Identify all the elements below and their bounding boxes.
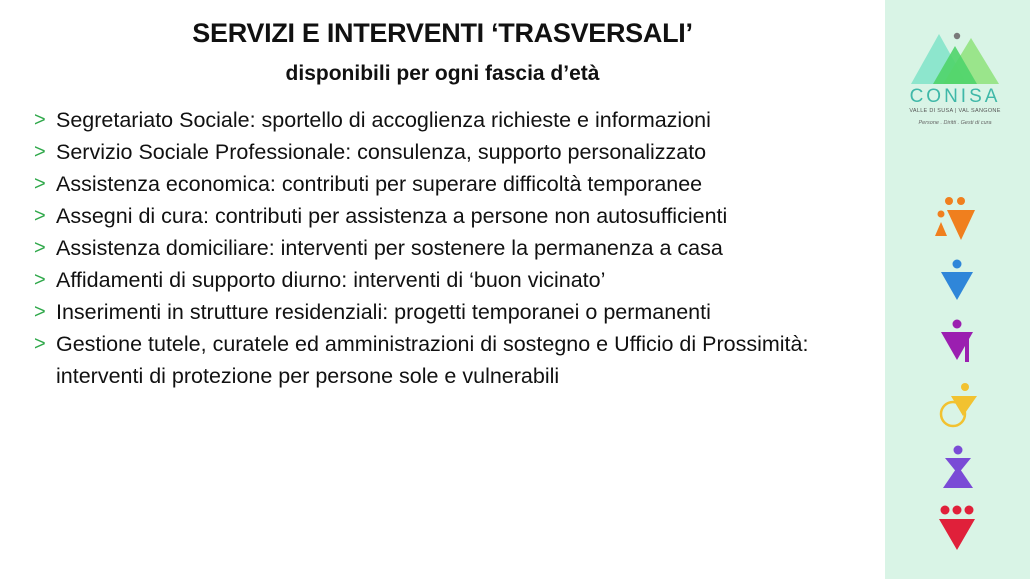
bullet-chevron: > xyxy=(34,269,46,291)
list-item xyxy=(34,104,874,136)
list-item xyxy=(34,296,874,328)
bullet-chevron: > xyxy=(34,173,46,195)
bullet-chevron: > xyxy=(34,333,46,355)
sidebar xyxy=(885,0,1030,579)
service-text: Assistenza economica: contributi per superare difficoltà temporanee xyxy=(56,172,703,196)
adult-icon xyxy=(939,258,975,302)
page-subtitle: disponibili per ogni fascia d’età xyxy=(285,62,600,85)
service-text: Assistenza domiciliare: interventi per sostenere la permanenza a casa xyxy=(56,236,723,260)
conisa-logo xyxy=(905,28,1005,126)
logo-tagline: Persone . Diritti . Gesti di cura xyxy=(918,120,992,126)
wheelchair-icon xyxy=(937,382,979,430)
list-item xyxy=(34,136,874,168)
list-item xyxy=(34,232,874,264)
logo-mountains-icon xyxy=(905,28,1005,88)
bullet-chevron: > xyxy=(34,141,46,163)
list-item xyxy=(34,328,874,392)
service-text: Segretariato Sociale: sportello di accoglienza richieste e informazioni xyxy=(56,108,711,132)
service-text: Servizio Sociale Professionale: consulenza, supporto personalizzato xyxy=(56,140,707,164)
logo-subtitle: VALLE DI SUSA | VAL SANGONE xyxy=(909,108,1001,114)
list-item xyxy=(34,200,874,232)
bullet-chevron: > xyxy=(34,237,46,259)
service-text: Gestione tutele, curatele ed amministrazioni di sostegno e Ufficio di Prossimità: interventi di protezione per persone sole e vulnerabili xyxy=(56,332,809,388)
page-title: SERVIZI E INTERVENTI ‘TRASVERSALI’ xyxy=(192,18,693,48)
service-text: Assegni di cura: contributi per assistenza a persone non autosufficienti xyxy=(56,204,728,228)
list-item xyxy=(34,264,874,296)
woman-icon xyxy=(939,318,975,364)
family-icon xyxy=(933,196,977,242)
bullet-chevron: > xyxy=(34,109,46,131)
group-icon xyxy=(935,504,979,552)
elderly-icon xyxy=(937,444,979,490)
bullet-chevron: > xyxy=(34,205,46,227)
list-item xyxy=(34,168,874,200)
services-list xyxy=(34,104,874,392)
logo-name: CONISA xyxy=(909,86,1001,107)
bullet-chevron: > xyxy=(34,301,46,323)
service-text: Inserimenti in strutture residenziali: progetti temporanei o permanenti xyxy=(56,300,711,324)
service-text: Affidamenti di supporto diurno: interventi di ‘buon vicinato’ xyxy=(56,268,606,292)
